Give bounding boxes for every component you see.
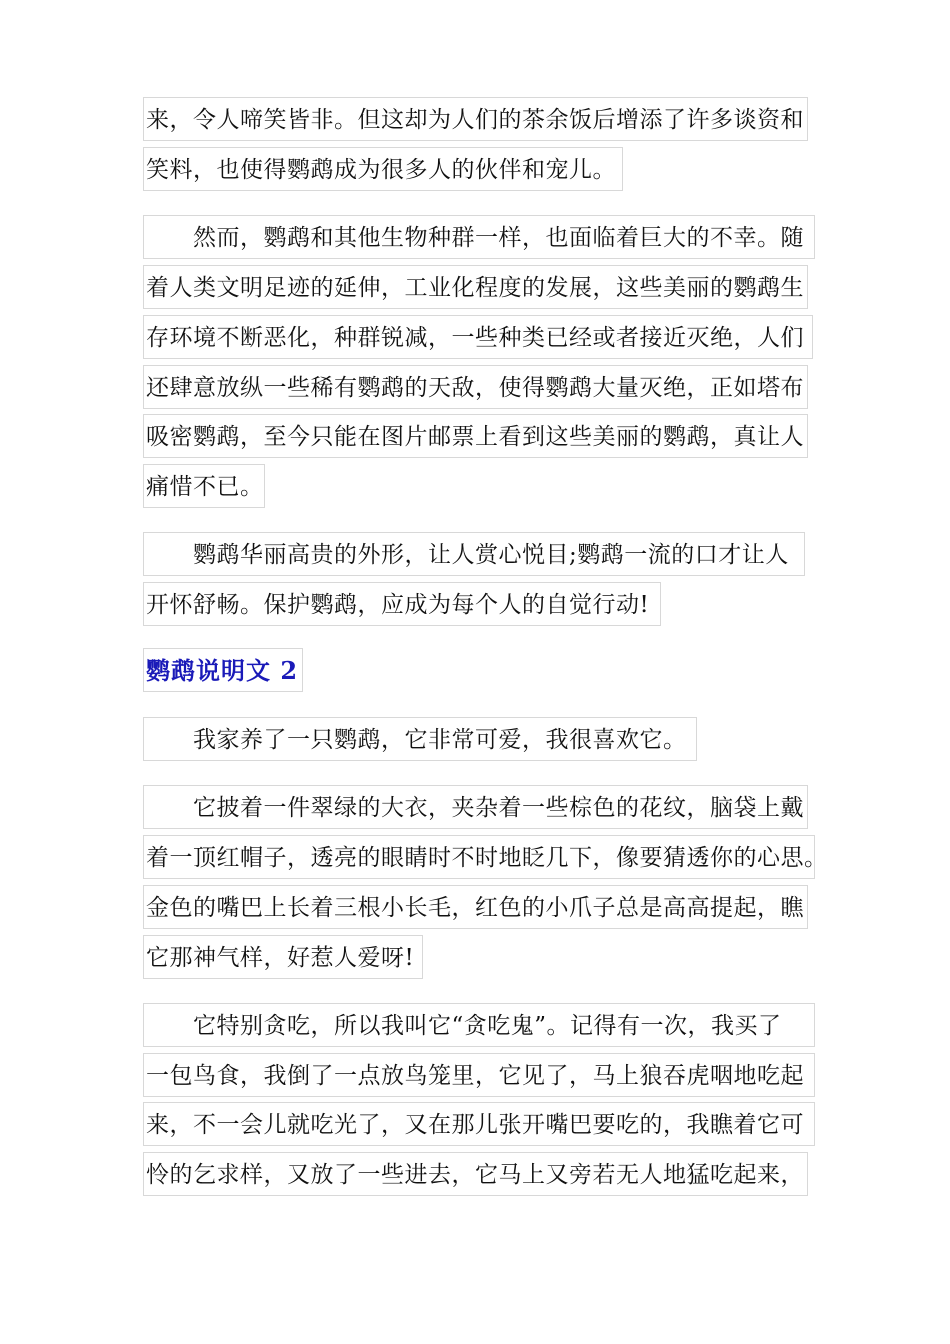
paragraph-line: 还肆意放纵一些稀有鹦鹉的天敌，使得鹦鹉大量灭绝，正如塔布 bbox=[143, 365, 808, 409]
paragraph-line: 着人类文明足迹的延伸，工业化程度的发展，这些美丽的鹦鹉生 bbox=[143, 265, 808, 309]
paragraph-line: 开怀舒畅。保护鹦鹉，应成为每个人的自觉行动! bbox=[143, 582, 661, 626]
paragraph-line: 我家养了一只鹦鹉，它非常可爱，我很喜欢它。 bbox=[143, 717, 697, 761]
paragraph-line: 它披着一件翠绿的大衣，夹杂着一些棕色的花纹，脑袋上戴 bbox=[143, 785, 808, 829]
paragraph-line: 着一顶红帽子，透亮的眼睛时不时地眨几下，像要猜透你的心思。 bbox=[143, 835, 815, 879]
paragraph-line: 然而，鹦鹉和其他生物种群一样，也面临着巨大的不幸。随 bbox=[143, 215, 815, 259]
paragraph-line: 一包鸟食，我倒了一点放鸟笼里，它见了，马上狼吞虎咽地吃起 bbox=[143, 1053, 815, 1097]
paragraph-line: 笑料，也使得鹦鹉成为很多人的伙伴和宠儿。 bbox=[143, 147, 623, 191]
paragraph-line: 它特别贪吃，所以我叫它“贪吃鬼”。记得有一次，我买了 bbox=[143, 1003, 815, 1047]
paragraph-line: 怜的乞求样，又放了一些进去，它马上又旁若无人地猛吃起来， bbox=[143, 1152, 808, 1196]
paragraph-line: 金色的嘴巴上长着三根小长毛，红色的小爪子总是高高提起，瞧 bbox=[143, 885, 808, 929]
paragraph-line: 存环境不断恶化，种群锐减，一些种类已经或者接近灭绝，人们 bbox=[143, 315, 813, 359]
paragraph-line: 来，令人啼笑皆非。但这却为人们的茶余饭后增添了许多谈资和 bbox=[143, 97, 808, 141]
paragraph-line: 它那神气样，好惹人爱呀! bbox=[143, 935, 423, 979]
paragraph-line: 吸密鹦鹉，至今只能在图片邮票上看到这些美丽的鹦鹉，真让人 bbox=[143, 414, 808, 458]
paragraph-line: 来，不一会儿就吃光了，又在那儿张开嘴巴要吃的，我瞧着它可 bbox=[143, 1102, 815, 1146]
section-heading: 鹦鹉说明文 2 bbox=[143, 648, 303, 692]
paragraph-line: 鹦鹉华丽高贵的外形，让人赏心悦目;鹦鹉一流的口才让人 bbox=[143, 532, 805, 576]
paragraph-line: 痛惜不已。 bbox=[143, 464, 265, 508]
